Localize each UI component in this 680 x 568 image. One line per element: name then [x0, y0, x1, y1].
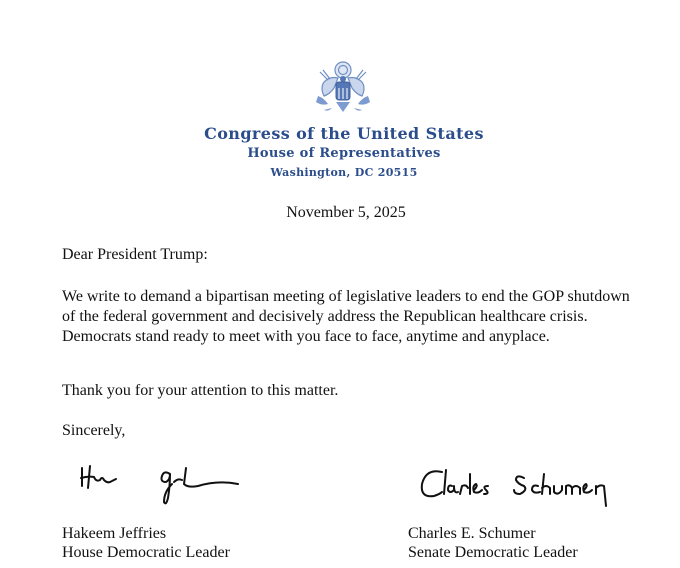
body-paragraph: We write to demand a bipartisan meeting of legislative leaders to end the GOP shutdown of the federal government and decisively address the Republican healthcare crisis. Democrats stand ready to meet with you face to face, anytime and anyplace.: [62, 288, 630, 345]
letterhead-title: Congress of the United States: [204, 124, 484, 143]
letter-date: November 5, 2025: [286, 204, 406, 221]
schumer-signature-icon: [416, 466, 616, 510]
signer-schumer: [408, 524, 578, 562]
signer-jeffries: [62, 524, 230, 562]
great-seal-eagle-icon: [310, 58, 376, 120]
jeffries-signature-icon: [78, 462, 248, 512]
letterhead-subtitle: House of Representatives: [247, 146, 441, 161]
signer-name: Hakeem Jeffries: [62, 525, 167, 542]
signer-name: Charles E. Schumer: [408, 525, 536, 542]
closing: Sincerely,: [62, 422, 126, 439]
signer-title: Senate Democratic Leader: [408, 544, 578, 561]
salutation: Dear President Trump:: [62, 246, 208, 263]
signer-title: House Democratic Leader: [62, 544, 230, 561]
letterhead-address: Washington, DC 20515: [270, 166, 418, 179]
thanks-line: Thank you for your attention to this matter.: [62, 382, 339, 399]
